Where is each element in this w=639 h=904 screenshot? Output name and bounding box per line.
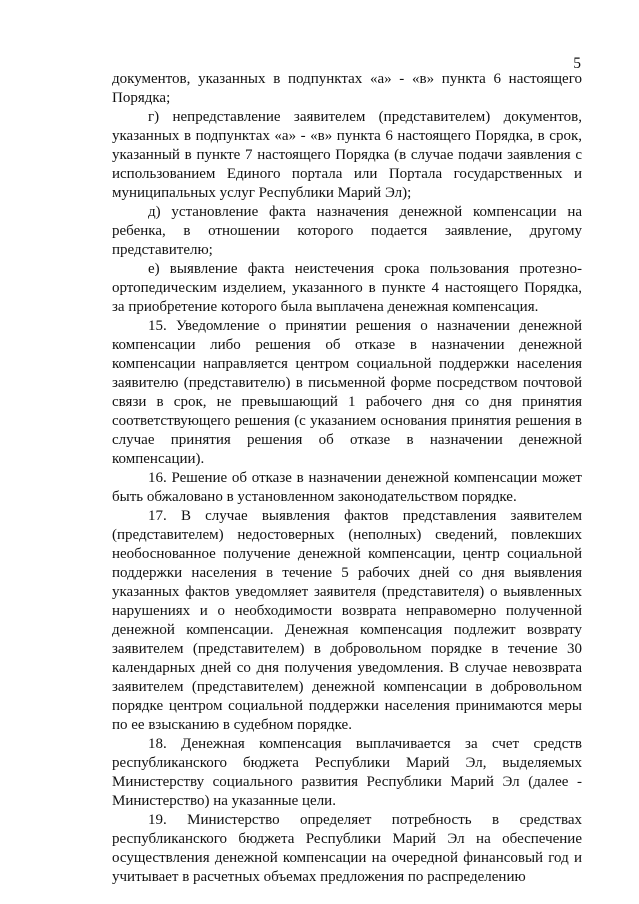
paragraph: 15. Уведомление о принятии решения о назначении денежной компенсации либо решения об отказе в назначении денежной компенсации направляется центром социальной поддержки населения заявителю (представителю) в письменной форме посредством почтовой связи в срок, не превышающий 1 рабочего дня со дня принятия соответствующего решения (с указанием основания принятия решения в случае принятия решения об отказе в назначении денежной компенсации). <box>112 318 582 467</box>
paragraph: 16. Решение об отказе в назначении денежной компенсации может быть обжаловано в установленном законодательством порядке. <box>112 470 582 505</box>
page-number: 5 <box>573 55 581 72</box>
paragraph: г) непредставление заявителем (представителем) документов, указанных в подпунктах «а» - «в» пункта 6 настоящего Порядка, в срок, указанный в пункте 7 настоящего Порядка (в случае подачи заявления с использованием Единого портала или Портала государственных и муниципальных услуг Республики Марий Эл); <box>112 109 582 201</box>
paragraph: е) выявление факта неистечения срока пользования протезно-ортопедическим изделием, указанного в пункте 4 настоящего Порядка, за приобретение которого была выплачена денежная компенсация. <box>112 261 582 315</box>
paragraph: 18. Денежная компенсация выплачивается за счет средств республиканского бюджета Республики Марий Эл, выделяемых Министерству социального развития Республики Марий Эл (далее - Министерство) на указанные цели. <box>112 736 582 809</box>
paragraph: 17. В случае выявления фактов представления заявителем (представителем) недостоверных (неполных) сведений, повлекших необоснованное получение денежной компенсации, центр социальной поддержки населения в течение 5 рабочих дней со дня выявления указанных фактов уведомляет заявителя (представителя) о выявленных нарушениях и о необходимости возврата неправомерно полученной денежной компенсации. Денежная компенсация подлежит возврату заявителем (представителем) в добровольном порядке в течение 30 календарных дней со дня получения уведомления. В случае невозврата заявителем (представителем) денежной компенсации в добровольном порядке центром социальной поддержки населения принимаются меры по ее взысканию в судебном порядке. <box>112 508 582 733</box>
paragraph: 19. Министерство определяет потребность в средствах республиканского бюджета Республики Марий Эл на обеспечение осуществления денежной компенсации на очередной финансовый год и учитывает в расчетных объемах предложения по распределению <box>112 812 582 885</box>
paragraph: д) установление факта назначения денежной компенсации на ребенка, в отношении которого подается заявление, другому представителю; <box>112 204 582 258</box>
paragraph: документов, указанных в подпунктах «а» - «в» пункта 6 настоящего Порядка; <box>112 71 582 106</box>
document-body <box>112 70 582 887</box>
